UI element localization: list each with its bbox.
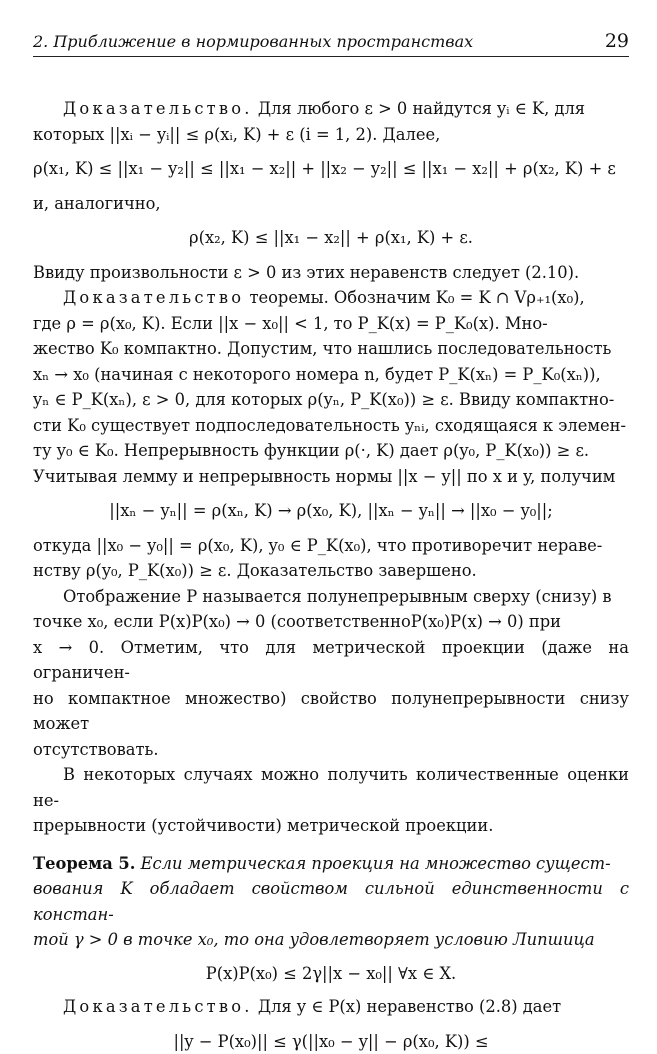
text-line: откуда ||x₀ − y₀|| = ρ(x₀, K), y₀ ∈ P_K(x₀), что противоречит нераве-: [33, 533, 629, 559]
text-line: xₙ → x₀ (начиная с некоторого номера n, будет P_K(xₙ) = P_K₀(xₙ)),: [33, 362, 629, 388]
page-body: [33, 96, 629, 1054]
text-line: ту y₀ ∈ K₀. Непрерывность функции ρ(·, K) дает ρ(y₀, P_K(x₀)) ≥ ε.: [33, 438, 629, 464]
formula: ρ(x₁, K) ≤ ||x₁ − y₂|| ≤ ||x₁ − x₂|| + ||x₂ − y₂|| ≤ ||x₁ − x₂|| + ρ(x₂, K) + ε: [33, 156, 629, 182]
text-line: которых ||xᵢ − yᵢ|| ≤ ρ(xᵢ, K) + ε (i = 1, 2). Далее,: [33, 122, 629, 148]
text-line: отсутствовать.: [33, 737, 629, 763]
theorem-label: Теорема 5.: [33, 854, 135, 873]
text-line: yₙ ∈ P_K(xₙ), ε > 0, для которых ρ(yₙ, P_K(x₀)) ≥ ε. Ввиду компактно-: [33, 387, 629, 413]
text-line: В некоторых случаях можно получить количественные оценки не-: [33, 762, 629, 813]
proof-label: Доказательство.: [63, 997, 253, 1016]
text-line: нству ρ(y₀, P_K(x₀)) ≥ ε. Доказательство завершено.: [33, 558, 629, 584]
text-line: Доказательство. Для любого ε > 0 найдутся yᵢ ∈ K, для: [33, 96, 629, 122]
text-line: но компактное множество) свойство полунепрерывности снизу может: [33, 686, 629, 737]
text-line: Доказательство. Для y ∈ P(x) неравенство (2.8) дает: [33, 994, 629, 1020]
text-line: где ρ = ρ(x₀, K). Если ||x − x₀|| < 1, то P_K(x) = P_K₀(x). Мно-: [33, 311, 629, 337]
proof-label: Доказательство.: [63, 99, 253, 118]
text-line: Ввиду произвольности ε > 0 из этих неравенств следует (2.10).: [33, 260, 629, 286]
text-line: и, аналогично,: [33, 191, 629, 217]
text-line: прерывности (устойчивости) метрической проекции.: [33, 813, 629, 839]
text-line: точке x₀, если P(x)P(x₀) → 0 (соответственноP(x₀)P(x) → 0) при: [33, 609, 629, 635]
text-line: Отображение P называется полунепрерывным сверху (снизу) в: [33, 584, 629, 610]
text-line: сти K₀ существует подпоследовательность yₙᵢ, сходящаяся к элемен-: [33, 413, 629, 439]
theorem-line: той γ > 0 в точке x₀, то она удовлетворяет условию Липшица: [33, 927, 629, 953]
theorem-line: вования K обладает свойством сильной единственности с констан-: [33, 876, 629, 927]
text-line: Учитывая лемму и непрерывность нормы ||x − y|| по x и y, получим: [33, 464, 629, 490]
formula: ||y − P(x₀)|| ≤ γ(||x₀ − y|| − ρ(x₀, K)) ≤: [33, 1029, 629, 1054]
formula: P(x)P(x₀) ≤ 2γ||x − x₀|| ∀x ∈ X.: [33, 961, 629, 987]
text-line: жество K₀ компактно. Допустим, что нашлись последовательность: [33, 336, 629, 362]
formula: ρ(x₂, K) ≤ ||x₁ − x₂|| + ρ(x₁, K) + ε.: [33, 225, 629, 251]
theorem-line: Теорема 5. Если метрическая проекция на множество сущест-: [33, 851, 629, 877]
running-header: [33, 30, 629, 57]
chapter-title: 2. Приближение в нормированных пространствах: [33, 32, 473, 51]
proof-label: Доказательство: [63, 288, 244, 307]
text-line: x → 0. Отметим, что для метрической проекции (даже на ограничен-: [33, 635, 629, 686]
page-number: 29: [605, 30, 629, 52]
text-line: Доказательство теоремы. Обозначим K₀ = K ∩ Vρ₊₁(x₀),: [33, 285, 629, 311]
formula: ||xₙ − yₙ|| = ρ(xₙ, K) → ρ(x₀, K), ||xₙ − yₙ|| → ||x₀ − y₀||;: [33, 498, 629, 524]
